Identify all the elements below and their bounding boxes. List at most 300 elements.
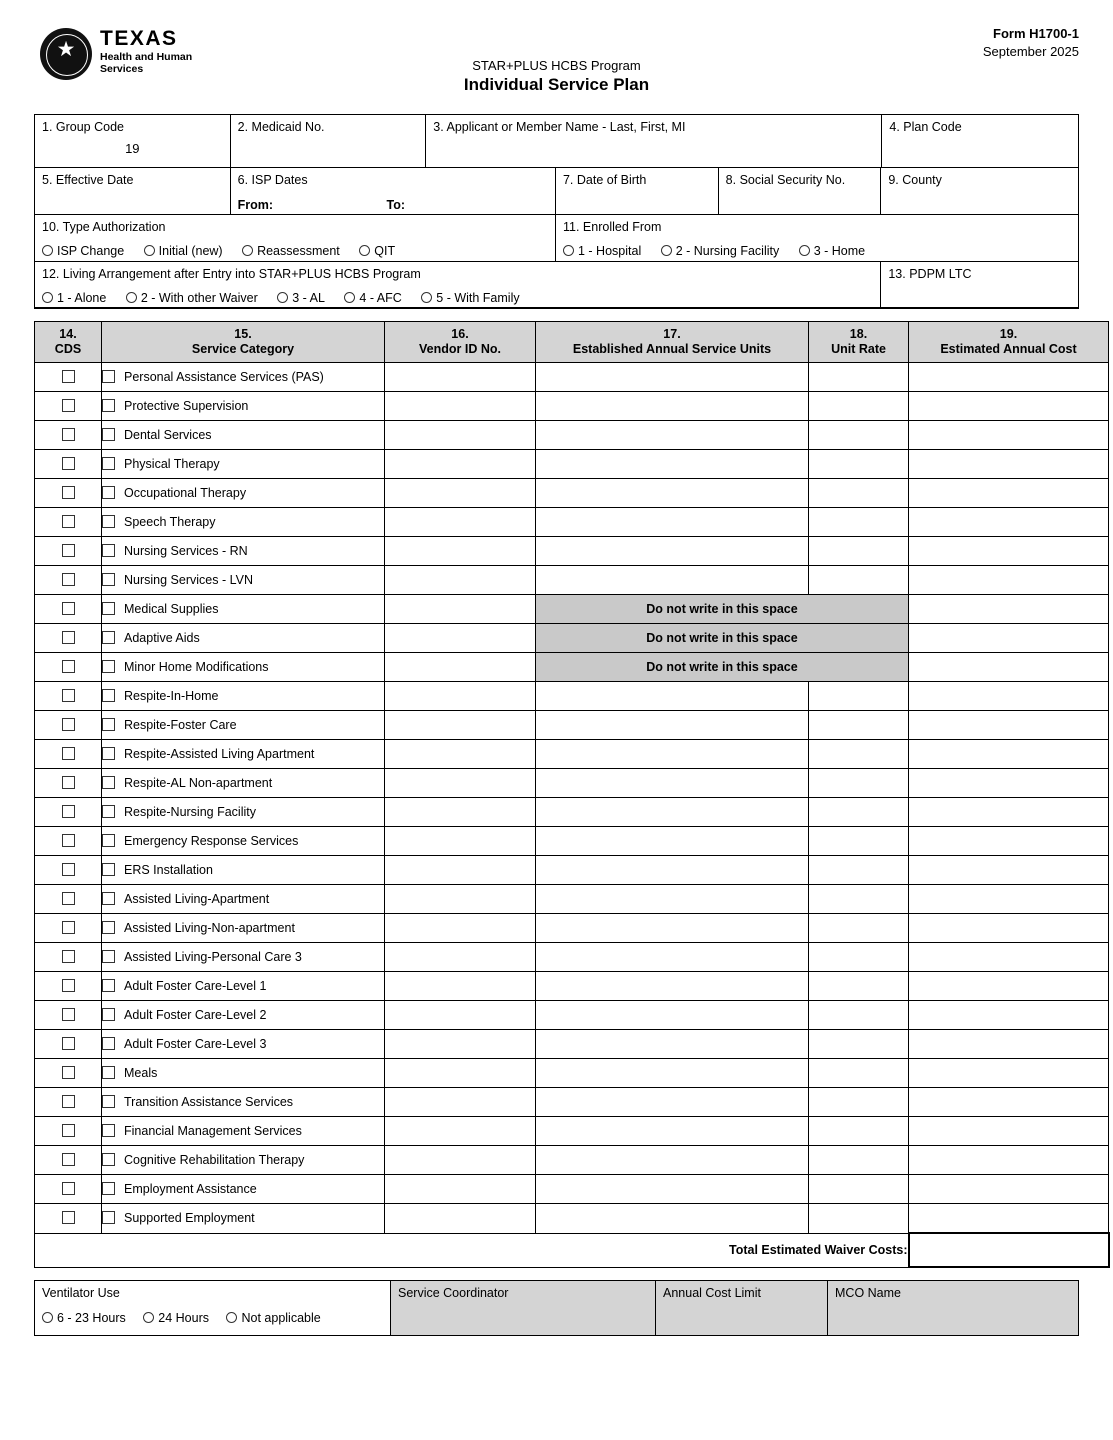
service-category-cell[interactable] bbox=[102, 827, 385, 856]
vendor-id-cell[interactable] bbox=[385, 1088, 536, 1117]
estimated-annual-cost-cell[interactable] bbox=[909, 479, 1109, 508]
service-units-cell[interactable] bbox=[536, 392, 809, 421]
unit-rate-cell[interactable] bbox=[809, 1117, 909, 1146]
service-category-cell[interactable] bbox=[102, 914, 385, 943]
service-category-cell[interactable] bbox=[102, 1030, 385, 1059]
service-category-cell[interactable] bbox=[102, 1088, 385, 1117]
unit-rate-cell[interactable] bbox=[809, 1175, 909, 1204]
service-units-cell[interactable] bbox=[536, 1146, 809, 1175]
unit-rate-cell[interactable] bbox=[809, 1001, 909, 1030]
plan-code-value bbox=[889, 135, 1071, 141]
cds-checkbox-cell[interactable] bbox=[35, 1175, 102, 1204]
option-hospital[interactable] bbox=[563, 244, 641, 258]
field-effective-date[interactable] bbox=[35, 168, 231, 214]
service-units-cell[interactable] bbox=[536, 1117, 809, 1146]
service-units-cell[interactable] bbox=[536, 798, 809, 827]
service-units-cell[interactable] bbox=[536, 1175, 809, 1204]
radio-icon[interactable] bbox=[242, 245, 253, 256]
checkbox-icon[interactable] bbox=[102, 950, 115, 963]
service-category-cell[interactable] bbox=[102, 1146, 385, 1175]
radio-icon[interactable] bbox=[277, 292, 288, 303]
service-category-cell[interactable] bbox=[102, 711, 385, 740]
checkbox-icon[interactable] bbox=[62, 921, 75, 934]
unit-rate-cell[interactable] bbox=[809, 1030, 909, 1059]
estimated-annual-cost-cell[interactable] bbox=[909, 1030, 1109, 1059]
vendor-id-cell[interactable] bbox=[385, 1059, 536, 1088]
checkbox-icon[interactable] bbox=[62, 1095, 75, 1108]
estimated-annual-cost-cell[interactable] bbox=[909, 421, 1109, 450]
estimated-annual-cost-cell[interactable] bbox=[909, 1146, 1109, 1175]
vendor-id-cell[interactable] bbox=[385, 624, 536, 653]
service-category-cell[interactable] bbox=[102, 1117, 385, 1146]
estimated-annual-cost-cell[interactable] bbox=[909, 798, 1109, 827]
cds-checkbox-cell[interactable] bbox=[35, 711, 102, 740]
service-units-cell[interactable] bbox=[536, 566, 809, 595]
unit-rate-cell[interactable] bbox=[809, 943, 909, 972]
radio-icon[interactable] bbox=[42, 1312, 53, 1323]
checkbox-icon[interactable] bbox=[102, 515, 115, 528]
checkbox-icon[interactable] bbox=[62, 834, 75, 847]
checkbox-icon[interactable] bbox=[102, 718, 115, 731]
checkbox-icon[interactable] bbox=[102, 805, 115, 818]
service-category-label: Protective Supervision bbox=[124, 399, 249, 413]
estimated-annual-cost-cell[interactable] bbox=[909, 624, 1109, 653]
checkbox-icon[interactable] bbox=[102, 631, 115, 644]
header-unit-rate bbox=[809, 322, 909, 363]
radio-icon[interactable] bbox=[143, 1312, 154, 1323]
checkbox-icon[interactable] bbox=[62, 631, 75, 644]
service-category-cell[interactable] bbox=[102, 740, 385, 769]
cds-checkbox-cell[interactable] bbox=[35, 624, 102, 653]
service-category-cell[interactable] bbox=[102, 479, 385, 508]
cds-checkbox-cell[interactable] bbox=[35, 1001, 102, 1030]
unit-rate-cell[interactable] bbox=[809, 1204, 909, 1234]
field-isp-dates[interactable] bbox=[231, 168, 556, 214]
service-units-cell[interactable] bbox=[536, 740, 809, 769]
checkbox-icon[interactable] bbox=[62, 573, 75, 586]
vendor-id-cell[interactable] bbox=[385, 479, 536, 508]
cds-checkbox-cell[interactable] bbox=[35, 1059, 102, 1088]
vendor-id-cell[interactable] bbox=[385, 392, 536, 421]
checkbox-icon[interactable] bbox=[62, 602, 75, 615]
cds-checkbox-cell[interactable] bbox=[35, 827, 102, 856]
vendor-id-cell[interactable] bbox=[385, 595, 536, 624]
cds-checkbox-cell[interactable] bbox=[35, 972, 102, 1001]
cds-checkbox-cell[interactable] bbox=[35, 479, 102, 508]
vendor-id-cell[interactable] bbox=[385, 798, 536, 827]
option-home[interactable] bbox=[799, 244, 865, 258]
option-with-family[interactable] bbox=[421, 291, 519, 305]
vendor-id-cell[interactable] bbox=[385, 363, 536, 392]
field-service-coordinator[interactable] bbox=[391, 1281, 656, 1335]
cds-checkbox-cell[interactable] bbox=[35, 943, 102, 972]
service-units-cell[interactable] bbox=[536, 856, 809, 885]
estimated-annual-cost-cell[interactable] bbox=[909, 914, 1109, 943]
checkbox-icon[interactable] bbox=[62, 1124, 75, 1137]
radio-icon[interactable] bbox=[359, 245, 370, 256]
option-not-applicable[interactable] bbox=[226, 1311, 320, 1325]
field-plan-code[interactable] bbox=[882, 115, 1078, 167]
service-category-cell[interactable] bbox=[102, 595, 385, 624]
checkbox-icon[interactable] bbox=[62, 544, 75, 557]
unit-rate-cell[interactable] bbox=[809, 972, 909, 1001]
service-units-cell[interactable] bbox=[536, 943, 809, 972]
title-block bbox=[34, 58, 1079, 95]
cds-checkbox-cell[interactable] bbox=[35, 363, 102, 392]
form-header bbox=[34, 22, 1079, 114]
estimated-annual-cost-cell[interactable] bbox=[909, 566, 1109, 595]
service-category-cell[interactable] bbox=[102, 1059, 385, 1088]
checkbox-icon[interactable] bbox=[62, 1182, 75, 1195]
checkbox-icon[interactable] bbox=[62, 457, 75, 470]
service-category-cell[interactable] bbox=[102, 1175, 385, 1204]
option-6-23-hours[interactable] bbox=[42, 1311, 126, 1325]
unit-rate-cell[interactable] bbox=[809, 392, 909, 421]
checkbox-icon[interactable] bbox=[62, 1037, 75, 1050]
service-category-cell[interactable] bbox=[102, 1204, 385, 1234]
estimated-annual-cost-cell[interactable] bbox=[909, 537, 1109, 566]
vendor-id-cell[interactable] bbox=[385, 943, 536, 972]
service-category-label: Respite-In-Home bbox=[124, 689, 219, 703]
unit-rate-cell[interactable] bbox=[809, 508, 909, 537]
unit-rate-cell[interactable] bbox=[809, 769, 909, 798]
checkbox-icon[interactable] bbox=[62, 776, 75, 789]
vendor-id-cell[interactable] bbox=[385, 972, 536, 1001]
field-county[interactable] bbox=[881, 168, 1078, 214]
vendor-id-cell[interactable] bbox=[385, 537, 536, 566]
cds-checkbox-cell[interactable] bbox=[35, 653, 102, 682]
checkbox-icon[interactable] bbox=[62, 950, 75, 963]
service-units-cell[interactable] bbox=[536, 827, 809, 856]
cds-checkbox-cell[interactable] bbox=[35, 508, 102, 537]
unit-rate-cell[interactable] bbox=[809, 1146, 909, 1175]
vendor-id-cell[interactable] bbox=[385, 450, 536, 479]
cds-checkbox-cell[interactable] bbox=[35, 769, 102, 798]
service-units-cell[interactable] bbox=[536, 1088, 809, 1117]
service-units-cell[interactable] bbox=[536, 769, 809, 798]
county-label: 9. County bbox=[888, 173, 942, 187]
isp-to-label: To: bbox=[386, 198, 406, 212]
unit-rate-cell[interactable] bbox=[809, 363, 909, 392]
vendor-id-cell[interactable] bbox=[385, 885, 536, 914]
service-category-cell[interactable] bbox=[102, 943, 385, 972]
service-category-cell[interactable] bbox=[102, 363, 385, 392]
vendor-id-cell[interactable] bbox=[385, 421, 536, 450]
checkbox-icon[interactable] bbox=[102, 486, 115, 499]
estimated-annual-cost-cell[interactable] bbox=[909, 653, 1109, 682]
radio-icon[interactable] bbox=[661, 245, 672, 256]
unit-rate-cell[interactable] bbox=[809, 566, 909, 595]
checkbox-icon[interactable] bbox=[102, 399, 115, 412]
radio-icon[interactable] bbox=[144, 245, 155, 256]
estimated-annual-cost-cell[interactable] bbox=[909, 1175, 1109, 1204]
service-units-cell[interactable] bbox=[536, 479, 809, 508]
field-date-of-birth[interactable] bbox=[556, 168, 719, 214]
vendor-id-cell[interactable] bbox=[385, 1117, 536, 1146]
vendor-id-cell[interactable] bbox=[385, 711, 536, 740]
checkbox-icon[interactable] bbox=[102, 747, 115, 760]
table-row bbox=[35, 856, 1109, 885]
option-label: Not applicable bbox=[241, 1311, 321, 1325]
cds-checkbox-cell[interactable] bbox=[35, 914, 102, 943]
option-label: 1 - Alone bbox=[57, 291, 107, 305]
service-units-cell[interactable] bbox=[536, 1030, 809, 1059]
service-units-cell[interactable] bbox=[536, 1204, 809, 1234]
checkbox-icon[interactable] bbox=[102, 892, 115, 905]
estimated-annual-cost-cell[interactable] bbox=[909, 972, 1109, 1001]
cds-checkbox-cell[interactable] bbox=[35, 566, 102, 595]
vendor-id-cell[interactable] bbox=[385, 1146, 536, 1175]
vendor-id-cell[interactable] bbox=[385, 856, 536, 885]
cds-checkbox-cell[interactable] bbox=[35, 1146, 102, 1175]
service-units-cell[interactable] bbox=[536, 914, 809, 943]
estimated-annual-cost-cell[interactable] bbox=[909, 1088, 1109, 1117]
cds-checkbox-cell[interactable] bbox=[35, 392, 102, 421]
checkbox-icon[interactable] bbox=[62, 863, 75, 876]
vendor-id-cell[interactable] bbox=[385, 508, 536, 537]
checkbox-icon[interactable] bbox=[102, 544, 115, 557]
service-units-cell[interactable] bbox=[536, 1059, 809, 1088]
estimated-annual-cost-cell[interactable] bbox=[909, 363, 1109, 392]
checkbox-icon[interactable] bbox=[102, 921, 115, 934]
vendor-id-cell[interactable] bbox=[385, 1204, 536, 1234]
checkbox-icon[interactable] bbox=[102, 457, 115, 470]
service-units-cell[interactable] bbox=[536, 1001, 809, 1030]
vendor-id-cell[interactable] bbox=[385, 1175, 536, 1204]
checkbox-icon[interactable] bbox=[62, 892, 75, 905]
field-applicant-name[interactable] bbox=[426, 115, 882, 167]
checkbox-icon[interactable] bbox=[62, 689, 75, 702]
cds-checkbox-cell[interactable] bbox=[35, 421, 102, 450]
estimated-annual-cost-cell[interactable] bbox=[909, 769, 1109, 798]
service-category-cell[interactable] bbox=[102, 682, 385, 711]
field-mco-name[interactable] bbox=[828, 1281, 1078, 1335]
checkbox-icon[interactable] bbox=[102, 573, 115, 586]
estimated-annual-cost-cell[interactable] bbox=[909, 827, 1109, 856]
cds-checkbox-cell[interactable] bbox=[35, 682, 102, 711]
checkbox-icon[interactable] bbox=[62, 979, 75, 992]
estimated-annual-cost-cell[interactable] bbox=[909, 1059, 1109, 1088]
checkbox-icon[interactable] bbox=[102, 1182, 115, 1195]
cds-checkbox-cell[interactable] bbox=[35, 537, 102, 566]
option-isp-change[interactable] bbox=[42, 244, 124, 258]
checkbox-icon[interactable] bbox=[102, 863, 115, 876]
form-footer bbox=[34, 1280, 1079, 1336]
isp-dates-label: 6. ISP Dates bbox=[237, 173, 308, 187]
estimated-annual-cost-cell[interactable] bbox=[909, 392, 1109, 421]
radio-icon[interactable] bbox=[799, 245, 810, 256]
option-nursing-facility[interactable] bbox=[661, 244, 780, 258]
field-annual-cost-limit[interactable] bbox=[656, 1281, 828, 1335]
vendor-id-cell[interactable] bbox=[385, 914, 536, 943]
vendor-id-cell[interactable] bbox=[385, 740, 536, 769]
field-group-code[interactable] bbox=[35, 115, 231, 167]
cds-checkbox-cell[interactable] bbox=[35, 595, 102, 624]
table-row bbox=[35, 711, 1109, 740]
cds-checkbox-cell[interactable] bbox=[35, 856, 102, 885]
option-afc[interactable] bbox=[344, 291, 401, 305]
vendor-id-cell[interactable] bbox=[385, 1001, 536, 1030]
estimated-annual-cost-cell[interactable] bbox=[909, 1204, 1109, 1234]
row-1 bbox=[35, 115, 1078, 168]
service-category-cell[interactable] bbox=[102, 566, 385, 595]
checkbox-icon[interactable] bbox=[62, 486, 75, 499]
service-units-cell[interactable] bbox=[536, 421, 809, 450]
cds-checkbox-cell[interactable] bbox=[35, 450, 102, 479]
checkbox-icon[interactable] bbox=[102, 1066, 115, 1079]
cds-checkbox-cell[interactable] bbox=[35, 1088, 102, 1117]
checkbox-icon[interactable] bbox=[102, 660, 115, 673]
vendor-id-cell[interactable] bbox=[385, 827, 536, 856]
service-category-cell[interactable] bbox=[102, 450, 385, 479]
unit-rate-cell[interactable] bbox=[809, 798, 909, 827]
checkbox-icon[interactable] bbox=[102, 834, 115, 847]
cds-checkbox-cell[interactable] bbox=[35, 1204, 102, 1234]
service-category-cell[interactable] bbox=[102, 421, 385, 450]
unit-rate-cell[interactable] bbox=[809, 914, 909, 943]
total-label: Total Estimated Waiver Costs: bbox=[35, 1233, 909, 1267]
total-value-field[interactable] bbox=[909, 1233, 1109, 1267]
service-units-cell[interactable] bbox=[536, 537, 809, 566]
unit-rate-cell[interactable] bbox=[809, 1059, 909, 1088]
checkbox-icon[interactable] bbox=[62, 428, 75, 441]
checkbox-icon[interactable] bbox=[102, 1095, 115, 1108]
table-row bbox=[35, 537, 1109, 566]
service-category-label: Supported Employment bbox=[124, 1211, 255, 1226]
option-alone[interactable] bbox=[42, 291, 106, 305]
service-category-cell[interactable] bbox=[102, 798, 385, 827]
checkbox-icon[interactable] bbox=[102, 776, 115, 789]
checkbox-icon[interactable] bbox=[102, 979, 115, 992]
unit-rate-cell[interactable] bbox=[809, 885, 909, 914]
option-initial-new[interactable] bbox=[144, 244, 223, 258]
estimated-annual-cost-cell[interactable] bbox=[909, 1001, 1109, 1030]
vendor-id-cell[interactable] bbox=[385, 769, 536, 798]
service-category-cell[interactable] bbox=[102, 972, 385, 1001]
estimated-annual-cost-cell[interactable] bbox=[909, 682, 1109, 711]
checkbox-icon[interactable] bbox=[62, 1008, 75, 1021]
unit-rate-cell[interactable] bbox=[809, 1088, 909, 1117]
estimated-annual-cost-cell[interactable] bbox=[909, 595, 1109, 624]
annual-cost-limit-label: Annual Cost Limit bbox=[663, 1286, 761, 1300]
checkbox-icon[interactable] bbox=[102, 1211, 115, 1224]
cds-checkbox-cell[interactable] bbox=[35, 798, 102, 827]
unit-rate-cell[interactable] bbox=[809, 479, 909, 508]
checkbox-icon[interactable] bbox=[62, 718, 75, 731]
service-units-cell[interactable] bbox=[536, 450, 809, 479]
vendor-id-cell[interactable] bbox=[385, 1030, 536, 1059]
service-category-cell[interactable] bbox=[102, 537, 385, 566]
checkbox-icon[interactable] bbox=[62, 1153, 75, 1166]
option-with-other-waiver[interactable] bbox=[126, 291, 258, 305]
vendor-id-cell[interactable] bbox=[385, 653, 536, 682]
estimated-annual-cost-cell[interactable] bbox=[909, 711, 1109, 740]
unit-rate-cell[interactable] bbox=[809, 537, 909, 566]
estimated-annual-cost-cell[interactable] bbox=[909, 450, 1109, 479]
checkbox-icon[interactable] bbox=[102, 1153, 115, 1166]
field-medicaid-no[interactable] bbox=[231, 115, 427, 167]
radio-icon[interactable] bbox=[344, 292, 355, 303]
checkbox-icon[interactable] bbox=[62, 747, 75, 760]
checkbox-icon[interactable] bbox=[62, 1211, 75, 1224]
unit-rate-cell[interactable] bbox=[809, 682, 909, 711]
estimated-annual-cost-cell[interactable] bbox=[909, 508, 1109, 537]
cds-checkbox-cell[interactable] bbox=[35, 1030, 102, 1059]
cds-checkbox-cell[interactable] bbox=[35, 885, 102, 914]
service-category-cell[interactable] bbox=[102, 624, 385, 653]
header-num: 19. bbox=[999, 327, 1018, 341]
table-row bbox=[35, 682, 1109, 711]
vendor-id-cell[interactable] bbox=[385, 682, 536, 711]
checkbox-icon[interactable] bbox=[62, 515, 75, 528]
option-reassessment[interactable] bbox=[242, 244, 340, 258]
option-qit[interactable] bbox=[359, 244, 395, 258]
unit-rate-cell[interactable] bbox=[809, 827, 909, 856]
service-units-cell[interactable] bbox=[536, 972, 809, 1001]
checkbox-icon[interactable] bbox=[102, 1124, 115, 1137]
checkbox-icon[interactable] bbox=[102, 1037, 115, 1050]
checkbox-icon[interactable] bbox=[102, 602, 115, 615]
radio-icon[interactable] bbox=[42, 292, 53, 303]
unit-rate-cell[interactable] bbox=[809, 450, 909, 479]
unit-rate-cell[interactable] bbox=[809, 711, 909, 740]
service-category-cell[interactable] bbox=[102, 885, 385, 914]
checkbox-icon[interactable] bbox=[102, 428, 115, 441]
checkbox-icon[interactable] bbox=[62, 399, 75, 412]
checkbox-icon[interactable] bbox=[62, 1066, 75, 1079]
checkbox-icon[interactable] bbox=[102, 370, 115, 383]
estimated-annual-cost-cell[interactable] bbox=[909, 1117, 1109, 1146]
option-al[interactable] bbox=[277, 291, 325, 305]
service-units-cell[interactable] bbox=[536, 682, 809, 711]
service-units-cell[interactable] bbox=[536, 508, 809, 537]
service-category-cell[interactable] bbox=[102, 1001, 385, 1030]
checkbox-icon[interactable] bbox=[62, 660, 75, 673]
service-units-cell[interactable] bbox=[536, 885, 809, 914]
radio-icon[interactable] bbox=[226, 1312, 237, 1323]
service-units-cell[interactable] bbox=[536, 711, 809, 740]
unit-rate-cell[interactable] bbox=[809, 421, 909, 450]
estimated-annual-cost-cell[interactable] bbox=[909, 856, 1109, 885]
unit-rate-cell[interactable] bbox=[809, 740, 909, 769]
unit-rate-cell[interactable] bbox=[809, 856, 909, 885]
service-category-cell[interactable] bbox=[102, 653, 385, 682]
service-category-cell[interactable] bbox=[102, 508, 385, 537]
estimated-annual-cost-cell[interactable] bbox=[909, 943, 1109, 972]
radio-icon[interactable] bbox=[421, 292, 432, 303]
service-units-cell[interactable] bbox=[536, 363, 809, 392]
option-24-hours[interactable] bbox=[143, 1311, 209, 1325]
radio-icon[interactable] bbox=[126, 292, 137, 303]
estimated-annual-cost-cell[interactable] bbox=[909, 885, 1109, 914]
checkbox-icon[interactable] bbox=[62, 370, 75, 383]
radio-icon[interactable] bbox=[42, 245, 53, 256]
service-category-cell[interactable] bbox=[102, 392, 385, 421]
radio-icon[interactable] bbox=[563, 245, 574, 256]
field-pdpm-ltc[interactable] bbox=[881, 262, 1078, 307]
vendor-id-cell[interactable] bbox=[385, 566, 536, 595]
cds-checkbox-cell[interactable] bbox=[35, 740, 102, 769]
checkbox-icon[interactable] bbox=[102, 689, 115, 702]
estimated-annual-cost-cell[interactable] bbox=[909, 740, 1109, 769]
service-category-label: Personal Assistance Services (PAS) bbox=[124, 370, 324, 384]
checkbox-icon[interactable] bbox=[102, 1008, 115, 1021]
cds-checkbox-cell[interactable] bbox=[35, 1117, 102, 1146]
service-category-cell[interactable] bbox=[102, 769, 385, 798]
service-category-cell[interactable] bbox=[102, 856, 385, 885]
checkbox-icon[interactable] bbox=[62, 805, 75, 818]
field-ssn[interactable] bbox=[719, 168, 882, 214]
